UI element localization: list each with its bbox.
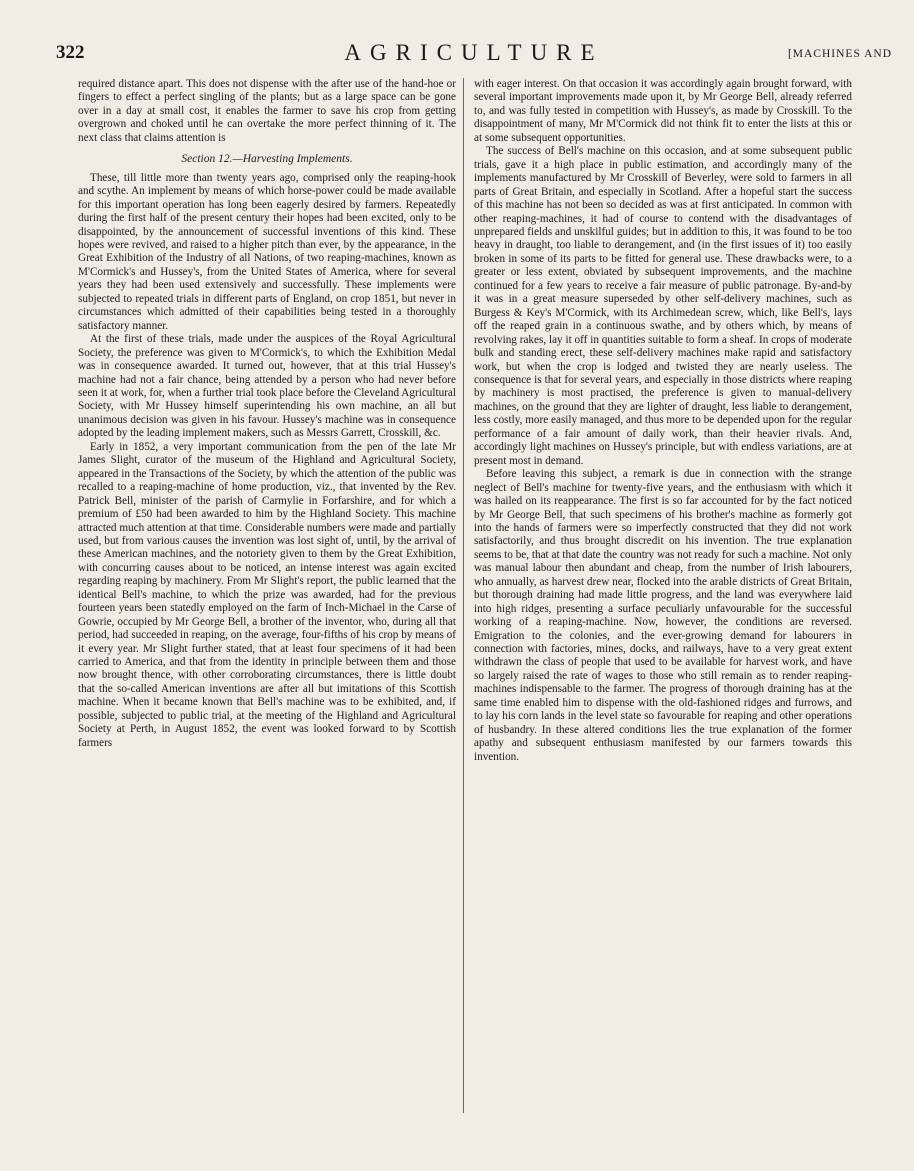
paragraph: with eager interest. On that occasion it was accordingly again brought forward, with several important improvements made upon it, by Mr George Bell, already referred to, and was fully tested in competition with Hussey's, as made by Crosskill. To the disappointment of many, Mr M'Cormick did not think fit to enter the lists at this or at some subsequent opportunities.: [474, 78, 852, 144]
paragraph: The success of Bell's machine on this occasion, and at some subsequent public trials, gave it a high place in public estimation, and accordingly many of the implements manufactured by Mr Crosskill of Beverley, were sold to farmers in all parts of Great Britain, and especially in Scotland. After a hopeful start the success of this machine has not been so decided as was at first anticipated. In common with other reaping-machines, it had of course to contend with the disadvantages of unprepared fields and unskilful guides; but in addition to this, it was found to be too heavy in draught, too liable to derangement, and (in the first issues of it) too easily broken in some of its parts to be fitted for general use. These drawbacks were, to a greater or less extent, obviated by subsequent improvements, and the machine continued for a few years to receive a fair measure of public patronage. By-and-by it was in a great measure superseded by other self-delivery machines, such as Burgess & Key's M'Cormick, with its Archimedean screw, which, like Bell's, lays off the reaped grain in a continuous swathe, and by others which, by means of revolving rakes, lay it off in quantities suitable to form a sheaf. In crops of moderate bulk and standing erect, these self-delivery machines make rapid and satisfactory work, but when the crop is lodged and twisted they are nearly useless. The consequence is that for several years, and especially in those districts where reaping by machinery is most practised, the preference is given to manual-delivery machines, on the ground that they are lighter of draught, less liable to derangement, less costly, more easily managed, and thus more to be depended upon for the regular performance of a fair amount of daily work, than their heavier rivals. And, accordingly light machines on Hussey's principle, but with endless variations, are at present most in demand.: [474, 145, 852, 467]
page-header: [56, 40, 892, 68]
paragraph: Early in 1852, a very important communication from the pen of the late Mr James Slight, curator of the museum of the Highland and Agricultural Society, appeared in the Transactions of the Society, by which the attention of the public was recalled to a reaping-machine of home production, viz., that invented by the Rev. Patrick Bell, minister of the parish of Carmylie in Forfarshire, and for which a premium of £50 had been awarded to him by the Highland Society. This machine attracted much attention at that time. Considerable numbers were made and partially used, but from various causes the invention was lost sight of, until, by the arrival of these American machines, and the notoriety given to them by the Great Exhibition, with concurring causes about to be noticed, an intense interest was again excited regarding reaping by machinery. From Mr Slight's report, the public learned that the identical Bell's machine, to which the prize was awarded, had for the previous fourteen years been statedly employed on the farm of Inch-Michael in the Carse of Gowrie, occupied by Mr George Bell, a brother of the inventor, who, during all that period, had succeeded in reaping, on the average, four-fifths of his crop by means of it every year. Mr Slight further stated, that at least four specimens of it had been carried to America, and that from the identity in principle between them and those now brought thence, with other corroborating circumstances, there is little doubt that the so-called American inventions are after all but imitations of this Scottish machine. When it became known that Bell's machine was to be exhibited, and, if possible, subjected to public trial, at the meeting of the Highland and Agricultural Society at Perth, in August 1852, the event was looked forward to by Scottish farmers: [78, 440, 456, 749]
right-column: [474, 78, 852, 764]
left-column: [78, 78, 456, 750]
section-tag: [MACHINES AND: [787, 48, 892, 60]
paragraph: required distance apart. This does not dispense with the after use of the hand-hoe or fingers to effect a perfect singling of the plants; but as a large space can be gone over in a day at small cost, it enables the farmer to save his crop from getting overgrown and choked until he can overtake the more perfect thinning of it. The next class that claims attention is: [78, 78, 456, 144]
page-number: 322: [56, 42, 85, 63]
running-title: AGRICULTURE: [344, 40, 604, 65]
paragraph: Before leaving this subject, a remark is due in connection with the strange neglect of Bell's machine for twenty-five years, and the enthusiasm with which it was hailed on its reappearance. The first is so far accounted for by the fact noticed by Mr George Bell, that such specimens of his brother's machine as formerly got into the hands of farmers were so imperfectly constructed that they did not work satisfactorily, and thus brought discredit on his invention. The true explanation seems to be, that at that date the country was not ready for such a machine. Not only was manual labour then abundant and cheap, from the number of Irish labourers, who annually, as harvest drew near, flocked into the arable districts of Great Britain, but thorough draining had made little progress, and the land was everywhere laid into high ridges, presenting a surface peculiarly unfavourable for the successful working of a reaping-machine. Now, however, the conditions are reversed. Emigration to the colonies, and the ever-growing demand for labourers in connection with factories, mines, docks, and railways, have to a very great extent withdrawn the class of people that used to be available for harvest work, and have so largely raised the rate of wages to those who still remain as to render reaping-machines indispensable to the farmer. The progress of thorough draining has at the same time enabled him to dispense with the old-fashioned ridges and furrows, and to lay his corn lands in the level state so favourable for reaping and other operations of husbandry. In these altered conditions lies the true explanation of the former apathy and subsequent enthusiasm manifested by our farmers towards this invention.: [474, 468, 852, 763]
paragraph: At the first of these trials, made under the auspices of the Royal Agricultural Society, the preference was given to M'Cormick's, to which the Exhibition Medal was in consequence awarded. It turned out, however, that at this trial Hussey's machine had not a fair chance, being attended by a person who had never before seen it at work, for, when a further trial took place before the Cleveland Agricultural Society, with Mr Hussey himself superintending his own machine, an all but unanimous decision was given in his favour. Hussey's machine was in consequence adopted by the leading implement makers, such as Messrs Garrett, Crosskill, &c.: [78, 333, 456, 440]
paragraph: These, till little more than twenty years ago, comprised only the reaping-hook and scythe. An implement by means of which horse-power could be made available for this important operation has long been eagerly desired by farmers. Repeatedly during the first half of the present century their hopes had been excited, only to be disappointed, by the announcement of successful inventions of this kind. These hopes were revived, and raised to a higher pitch than ever, by the appearance, in the Great Exhibition of the Industry of all Nations, of two reaping-machines, known as M'Cormick's and Hussey's, from the United States of America, where for several years they had been used extensively and successfully. These implements were subjected to repeated trials in different parts of England, on crop 1851, but never in circumstances which admitted of their capabilities being tested in a thoroughly satisfactory manner.: [78, 171, 456, 332]
section-heading: Section 12.—Harvesting Implements.: [181, 153, 353, 166]
column-divider: [463, 78, 464, 1113]
